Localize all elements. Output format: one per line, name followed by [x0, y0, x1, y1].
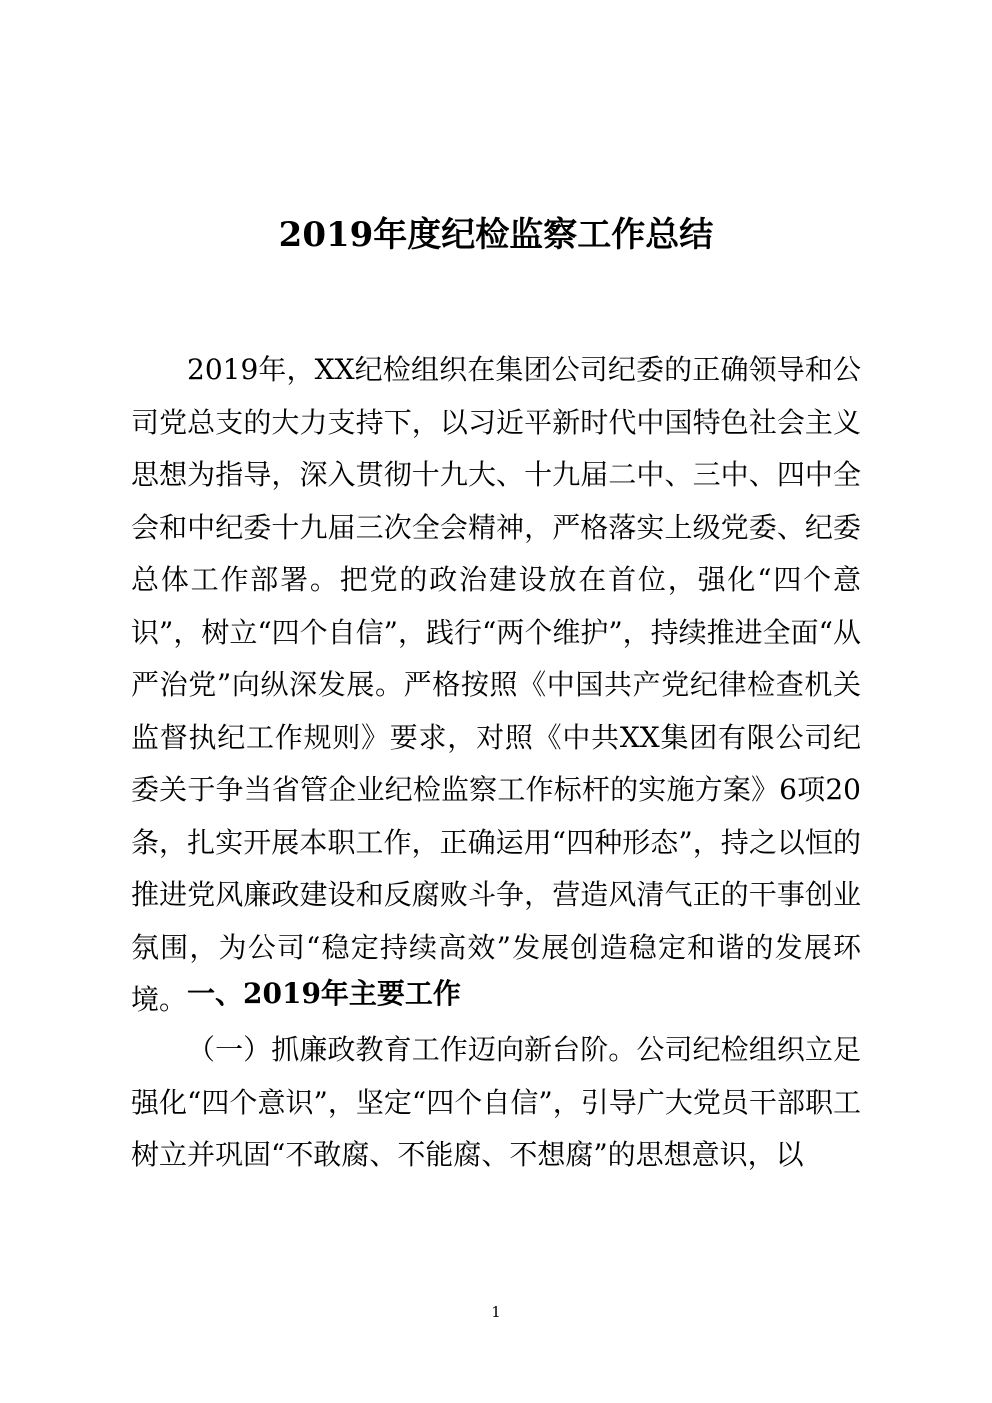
body-paragraph-2-container	[131, 1024, 861, 1182]
body-paragraph-1-container	[131, 344, 861, 1027]
page-number: 1	[491, 1303, 501, 1321]
body-paragraph-2: （一）抓廉政教育工作迈向新台阶。公司纪检组织立足强化“四个意识”，坚定“四个自信”，引导广大党员干部职工树立并巩固“不敢腐、不能腐、不想腐”的思想意识，以	[131, 1033, 861, 1171]
body-paragraph-1: 2019年，XX纪检组织在集团公司纪委的正确领导和公司党总支的大力支持下，以习近平新时代中国特色社会主义思想为指导，深入贯彻十九大、十九届二中、三中、四中全会和中纪委十九届三次全会精神，严格落实上级党委、纪委总体工作部署。把党的政治建设放在首位，强化“四个意识”，树立“四个自信”，践行“两个维护”，持续推进全面“从严治党”向纵深发展。严格按照《中国共产党纪律检查机关监督执纪工作规则》要求，对照《中共XX集团有限公司纪委关于争当省管企业纪检监察工作标杆的实施方案》6项20条，扎实开展本职工作，正确运用“四种形态”，持之以恒的推进党风廉政建设和反腐败斗争，营造风清气正的干事创业氛围，为公司“稳定持续高效”发展创造稳定和谐的发展环境。	[131, 353, 861, 1016]
section-heading-1: 一、2019年主要工作	[187, 977, 461, 1010]
document-title: 2019年度纪检监察工作总结	[278, 215, 714, 255]
